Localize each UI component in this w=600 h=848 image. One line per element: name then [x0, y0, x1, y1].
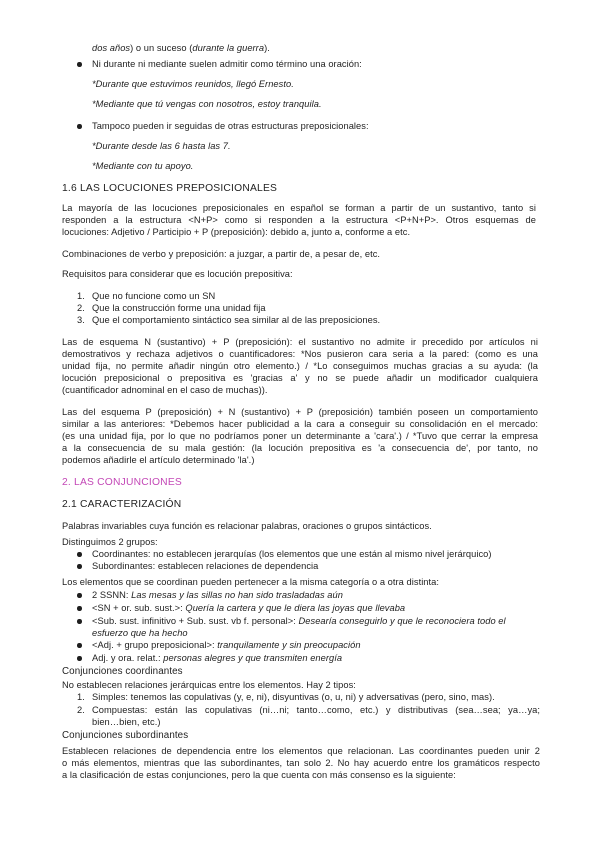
example-italic: Las mesas y las sillas no han sido trasladadas aún: [131, 590, 343, 600]
example-italic: durante la guerra: [192, 43, 265, 53]
paragraph: Distinguimos 2 grupos:: [62, 537, 158, 547]
bullet-text-continued: esfuerzo que ha hecho: [92, 628, 188, 638]
subsection-title: Conjunciones subordinantes: [62, 730, 189, 741]
bullet-dot: [77, 606, 82, 611]
paragraph-line: Las del esquema P (preposición) + N (sustantivo) + P (preposición) también poseen un comportamiento: [62, 407, 538, 417]
paragraph-line: Las de esquema N (sustantivo) + P (preposición): el sustantivo no admite ir precedido por artículos ni: [62, 337, 538, 347]
bullet-dot: [77, 593, 82, 598]
paragraph: Palabras invariables cuya función es relacionar palabras, oraciones o grupos sintácticos.: [62, 521, 432, 531]
text-span: ) o un suceso (: [130, 43, 193, 53]
text-span: ).: [264, 43, 270, 53]
bullet-dot: [77, 656, 82, 661]
bullet-dot: [77, 564, 82, 569]
paragraph-line: similar a las anteriores: *Debemos hacer publicidad a la cara a conseguir su consolidación en el mercado:: [62, 419, 538, 429]
paragraph-line: a la consecuencia de su mala gestión: (la locución prepositiva es 'a consecuencia de', por tanto, no: [62, 443, 538, 453]
list-item: Simples: tenemos las copulativas (y, e, ni), disyuntivas (o, u, ni) y adversativas (pero, sino, mas).: [92, 692, 495, 702]
text-span: 2 SSNN:: [92, 590, 132, 600]
bullet-text: Ni durante ni mediante suelen admitir como término una oración:: [92, 59, 362, 69]
bullet-dot: [77, 552, 82, 557]
list-item: Que la construcción forme una unidad fija: [92, 303, 266, 313]
bullet-text: [92, 615, 506, 627]
text-span: <SN + or. sub. sust.>:: [92, 603, 186, 613]
subsection-title: Conjunciones coordinantes: [62, 666, 183, 677]
list-item: Compuestas: están las copulativas (ni…ni; tanto…como, etc.) y distributivas (sea…sea; ya…ya;: [92, 705, 540, 715]
bullet-text: [92, 602, 405, 614]
example-italic: *Durante desde: [92, 141, 158, 151]
paragraph-line: Establecen relaciones de dependencia entre los elementos que relacionan. Las coordinantes pueden unir 2: [62, 746, 540, 756]
text-span: Adj. y ora. relat.:: [92, 653, 164, 663]
paragraph-line: (es una unidad fija, por lo que no podríamos poner un determinante a 'cara'.) / *Tuvo que cerrar la empresa: [62, 431, 538, 441]
paragraph-line: locuciones: Adjetivo / Participio + P (preposición): debido a, junto a, conforme a etc.: [62, 227, 411, 237]
list-item: Que no funcione como un SN: [92, 291, 216, 301]
bullet-dot: [77, 643, 82, 648]
chapter-heading: 2. LAS CONJUNCIONES: [62, 477, 182, 488]
bullet-text: Subordinantes: establecen relaciones de dependencia: [92, 561, 319, 571]
list-item: Que el comportamiento sintáctico sea similar al de las preposiciones.: [92, 315, 381, 325]
paragraph: Requisitos para considerar que es locución prepositiva:: [62, 269, 293, 279]
example-italic: dos años: [92, 43, 131, 53]
paragraph: Combinaciones de verbo y preposición: a juzgar, a partir de, a pesar de, etc.: [62, 249, 381, 259]
bullet-text: Tampoco pueden ir seguidas de otras estructuras preposicionales:: [92, 121, 369, 131]
section-heading: 1.6 LAS LOCUCIONES PREPOSICIONALES: [62, 183, 278, 194]
section-heading: 2.1 CARACTERIZACIÓN: [62, 499, 182, 510]
example-sentence: [92, 140, 231, 152]
bullet-dot: [77, 62, 82, 67]
example-italic: Desearía conseguirlo y que le reconociera todo el: [298, 616, 506, 626]
example-italic: personas alegres y que transmiten energía: [163, 653, 343, 663]
list-number: 1.: [77, 291, 85, 301]
paragraph-line: podemos añadirle el artículo determinado 'la'.): [62, 455, 255, 465]
bullet-text: [92, 639, 361, 651]
example-italic: las 6 hasta las 7.: [157, 141, 231, 151]
example-sentence: *Mediante que tú vengas con nosotros, estoy tranquila.: [92, 99, 322, 109]
paragraph-line: demostrativos y rechaza adjetivos o cuantificadores: *Nos pusieron cara seria a la pared: (como es una: [62, 349, 538, 359]
bullet-text: [92, 652, 342, 664]
bullet-text: Coordinantes: no establecen jerarquías (los elementos que une están al mismo nivel jerárquico): [92, 549, 492, 559]
list-number: 1.: [77, 692, 85, 702]
example-italic: Quería la cartera y que le diera las joyas que llevaba: [185, 603, 406, 613]
text-span: <Sub. sust. infinitivo + Sub. sust. vb f. personal>:: [92, 616, 299, 626]
text-span: <Adj. + grupo preposicional>:: [92, 640, 218, 650]
paragraph-line: (cuantificador adnominal en el caso de muchas)).: [62, 385, 268, 395]
list-item-continued: bien…bien, etc.): [92, 717, 161, 727]
paragraph: No establecen relaciones jerárquicas entre los elementos. Hay 2 tipos:: [62, 680, 356, 690]
list-number: 3.: [77, 315, 85, 325]
bullet-dot: [77, 619, 82, 624]
bullet-text: [92, 589, 343, 601]
paragraph-line: a la clasificación de estas conjunciones, pero la que cuenta con más consenso es la siguiente:: [62, 770, 456, 780]
paragraph: Los elementos que se coordinan pueden pertenecer a la misma categoría o a otra distinta:: [62, 577, 440, 587]
bullet-dot: [77, 124, 82, 129]
paragraph-line: o más elementos, mientras que las subordinantes, tan solo 2. No hay acuerdo entre los gramáticos respecto: [62, 758, 540, 768]
example-sentence: *Mediante con tu apoyo.: [92, 161, 194, 171]
example-italic: tranquilamente y sin preocupación: [217, 640, 361, 650]
paragraph-line: La mayoría de las locuciones preposicionales en español se forman a partir de un sustantivo, tanto si: [62, 203, 536, 213]
paragraph-line: unidad fija, no permite añadir ningún otro elemento.) / *Lo conseguimos muchas gracias a su ayuda: (la: [62, 361, 538, 371]
paragraph-line: locución preposicional o prepositiva es 'gracias a' y no se puede añadir un modificador cualquiera: [62, 373, 538, 383]
list-number: 2.: [77, 705, 85, 715]
list-number: 2.: [77, 303, 85, 313]
continuation-line: [92, 42, 270, 54]
example-sentence: *Durante que estuvimos reunidos, llegó Ernesto.: [92, 79, 294, 89]
paragraph-line: responden a la estructura <N+P> como si responden a la estructura <P+N+P>. Otros esquemas de: [62, 215, 536, 225]
